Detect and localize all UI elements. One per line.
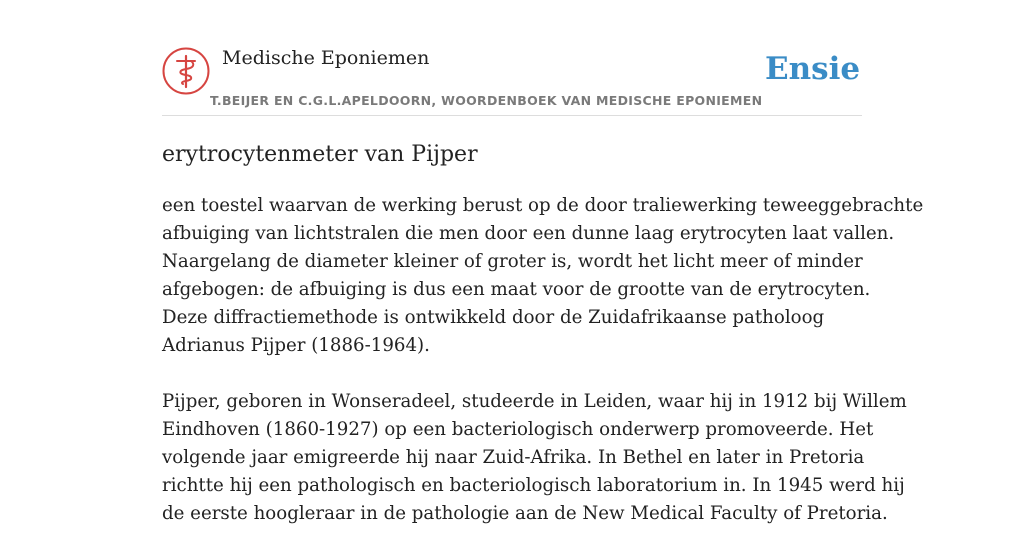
header-divider <box>162 115 862 116</box>
paragraph-line: Pijper, geboren in Wonseradeel, studeerde in Leiden, waar hij in 1912 bij Willem <box>162 391 907 412</box>
paragraph-line: Eindhoven (1860-1927) op een bacteriologisch onderwerp promoveerde. Het <box>162 419 874 440</box>
entry-paragraph-1 <box>162 192 924 360</box>
paragraph-line: Naargelang de diameter kleiner of groter is, wordt het licht meer of minder <box>162 251 863 272</box>
paragraph-line: de eerste hoogleraar in de pathologie aan de New Medical Faculty of Pretoria. <box>162 503 888 524</box>
paragraph-line: Deze diffractiemethode is ontwikkeld door de Zuidafrikaanse patholoog <box>162 307 825 328</box>
brand-logo[interactable]: Ensie <box>765 51 861 87</box>
paragraph-line: volgende jaar emigreerde hij naar Zuid-Afrika. In Bethel en later in Pretoria <box>162 447 865 468</box>
source-logo[interactable] <box>162 47 210 95</box>
paragraph-line: richtte hij een pathologisch en bacteriologisch laboratorium in. In 1945 werd hij <box>162 475 905 496</box>
entry-paragraph-2 <box>162 388 907 528</box>
paragraph-line: een toestel waarvan de werking berust op de door traliewerking teweeggebrachte <box>162 195 924 216</box>
caduceus-icon <box>162 47 210 95</box>
paragraph-line: afbuiging van lichtstralen die men door een dunne laag erytrocyten laat vallen. <box>162 223 895 244</box>
source-byline[interactable]: T.BEIJER EN C.G.L.APELDOORN, WOORDENBOEK VAN MEDISCHE EPONIEMEN <box>210 93 763 108</box>
entry-title: erytrocytenmeter van Pijper <box>162 142 478 167</box>
entry-body <box>162 192 924 556</box>
paragraph-line: afgebogen: de afbuiging is dus een maat voor de grootte van de erytrocyten. <box>162 279 871 300</box>
source-title[interactable]: Medische Eponiemen <box>222 47 430 69</box>
paragraph-line: Adrianus Pijper (1886-1964). <box>162 335 430 356</box>
